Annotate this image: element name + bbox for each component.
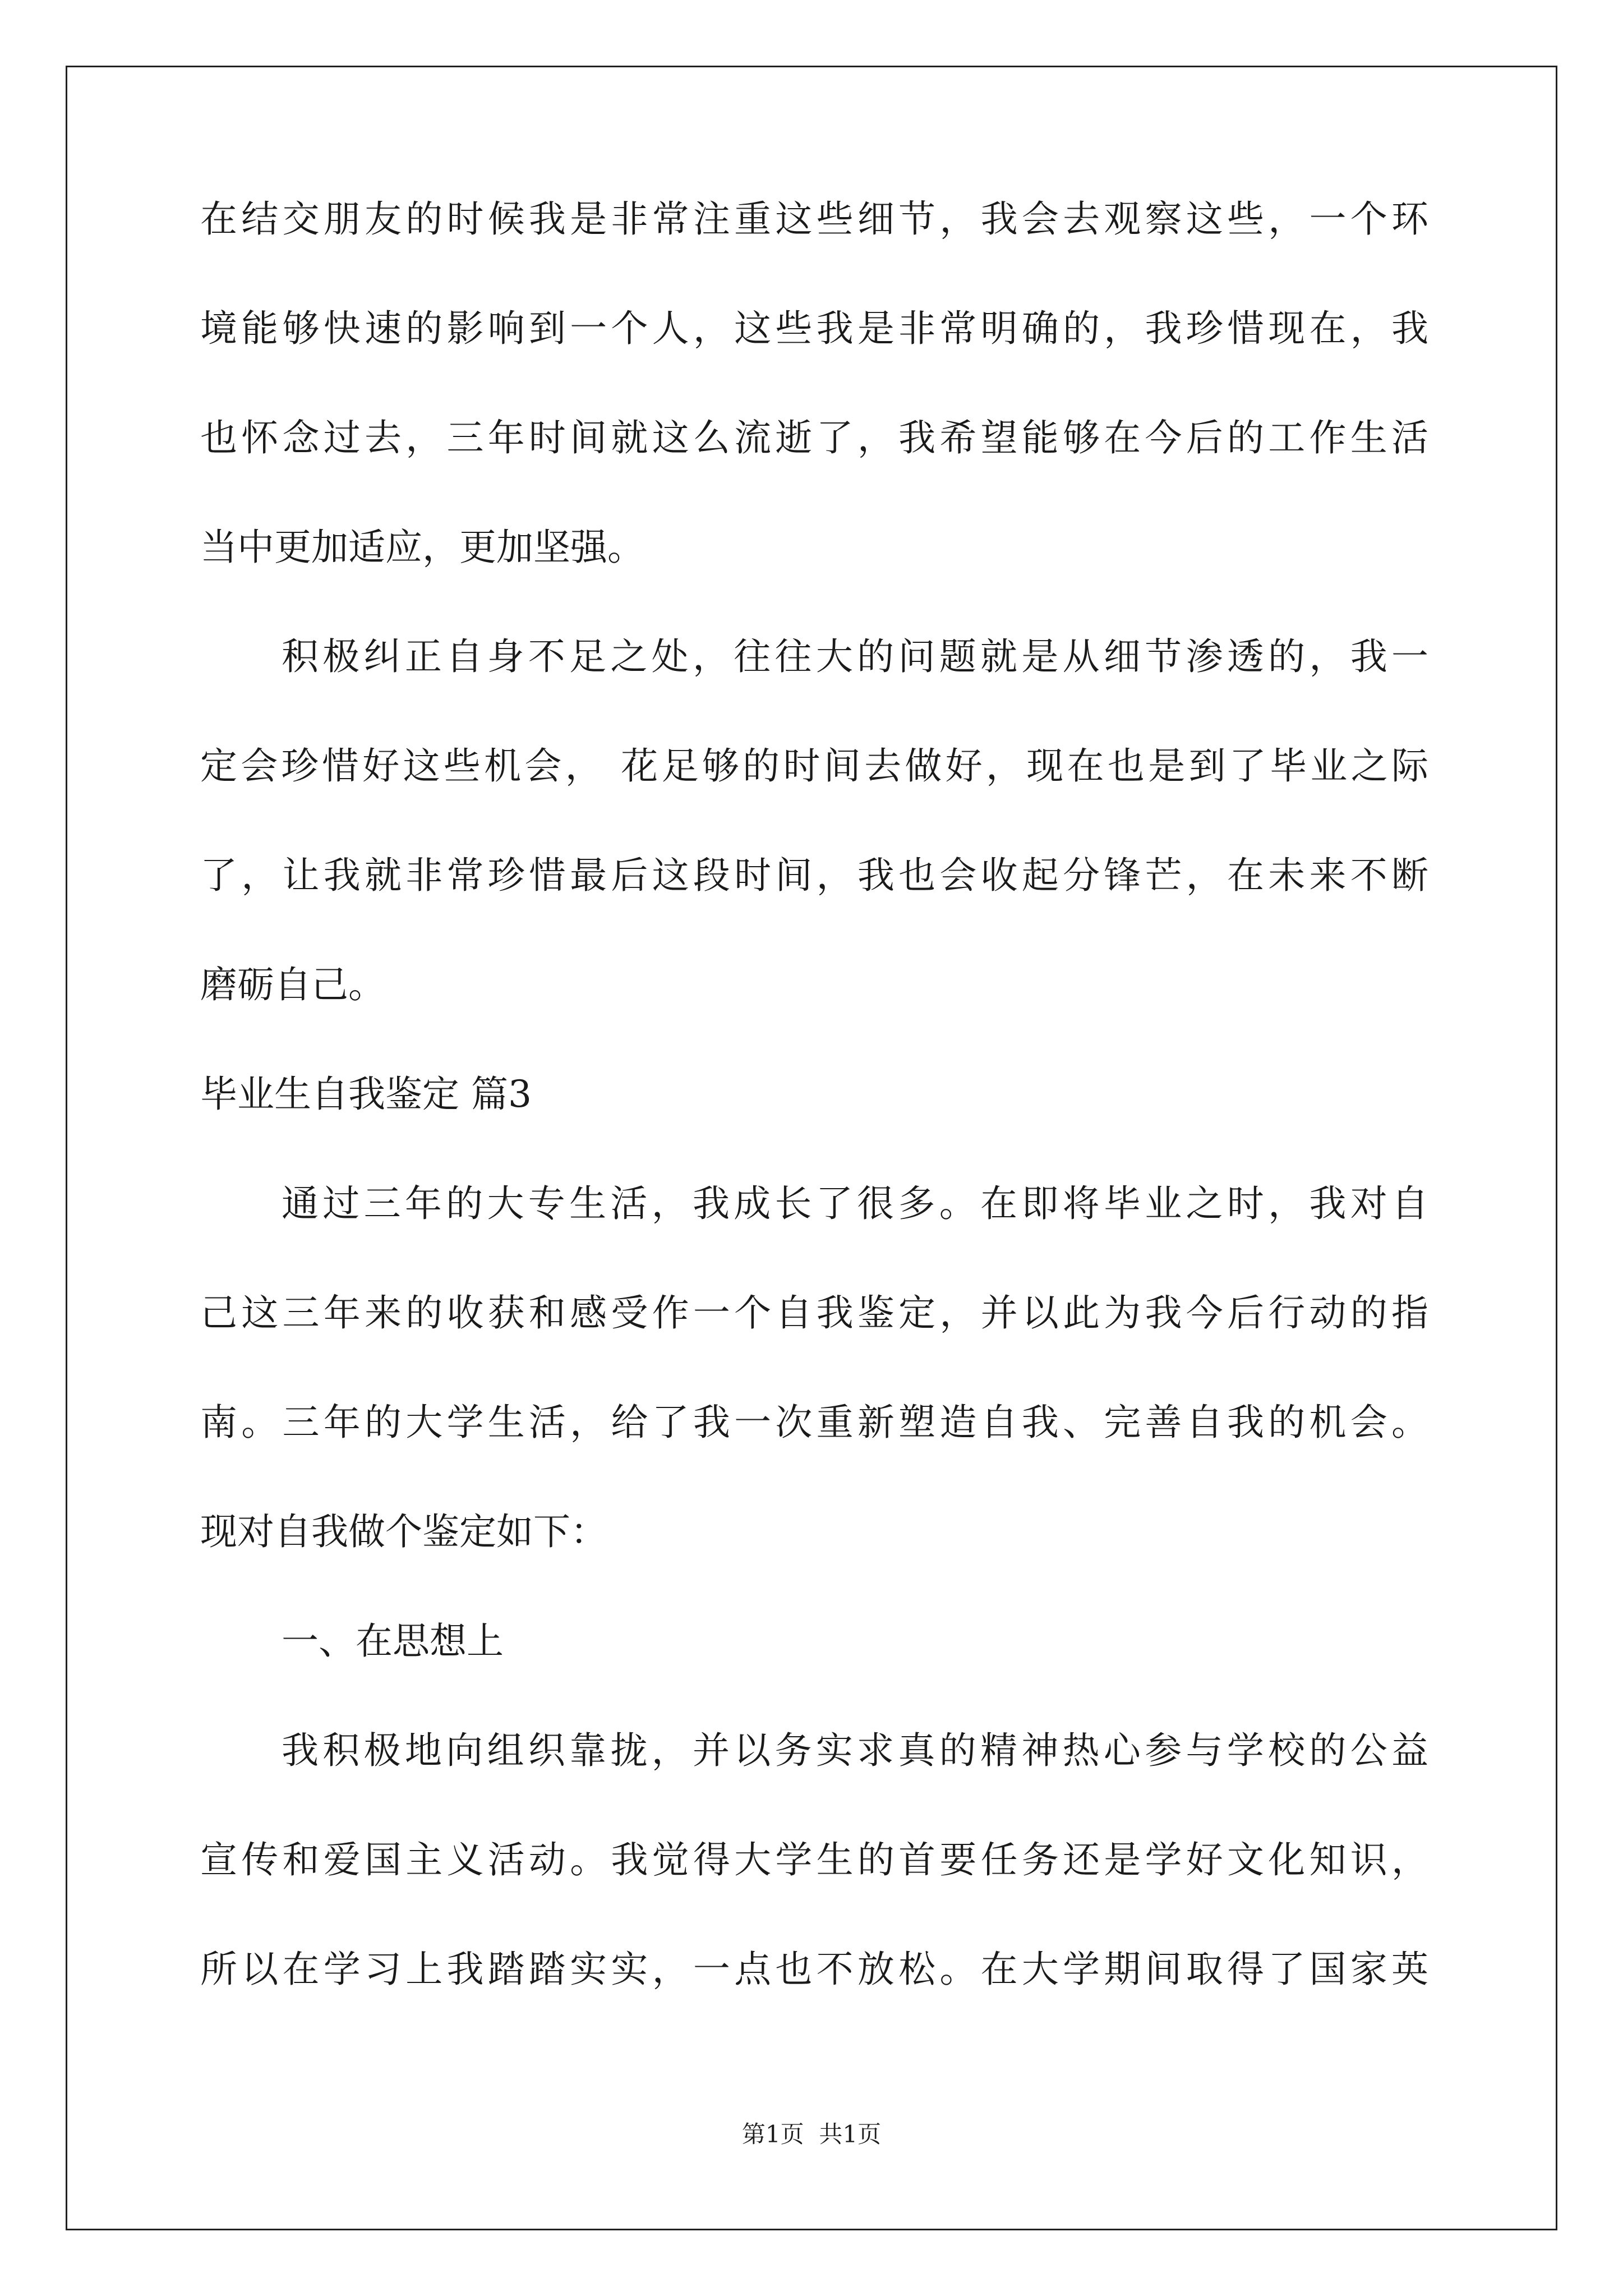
section-heading: 毕业生自我鉴定 篇3 [200, 1073, 532, 1116]
paragraph-line: 宣传和爱国主义活动。我觉得大学生的首要任务还是学好文化知识， [200, 1838, 1428, 1881]
paragraph-line: 所以在学习上我踏踏实实，一点也不放松。在大学期间取得了国家英 [200, 1948, 1428, 1991]
paragraph-line: 磨砺自己。 [200, 963, 385, 1006]
paragraph-line: 在结交朋友的时候我是非常注重这些细节，我会去观察这些，一个环 [200, 197, 1428, 241]
paragraph-line: 积极纠正自身不足之处，往往大的问题就是从细节渗透的，我一 [282, 635, 1428, 678]
paragraph-line: 了，让我就非常珍惜最后这段时间，我也会收起分锋芒，在未来不断 [200, 854, 1428, 897]
paragraph-line: 定会珍惜好这些机会， 花足够的时间去做好，现在也是到了毕业之际 [200, 744, 1428, 788]
paragraph-line: 通过三年的大专生活，我成长了很多。在即将毕业之时，我对自 [282, 1182, 1428, 1225]
document-body [200, 197, 1428, 2060]
paragraph-line: 现对自我做个鉴定如下： [200, 1510, 607, 1553]
subsection-heading: 一、在思想上 [282, 1619, 504, 1663]
paragraph-line: 我积极地向组织靠拢，并以务实求真的精神热心参与学校的公益 [282, 1729, 1428, 1772]
paragraph-line: 也怀念过去，三年时间就这么流逝了，我希望能够在今后的工作生活 [200, 416, 1428, 459]
paragraph-line: 己这三年来的收获和感受作一个自我鉴定，并以此为我今后行动的指 [200, 1291, 1428, 1335]
paragraph-line: 当中更加适应，更加坚强。 [200, 526, 644, 569]
paragraph-line: 境能够快速的影响到一个人，这些我是非常明确的，我珍惜现在，我 [200, 307, 1428, 350]
page-footer: 第1页 共1页 [741, 2120, 882, 2148]
paragraph-line: 南。三年的大学生活，给了我一次重新塑造自我、完善自我的机会。 [200, 1401, 1428, 1444]
